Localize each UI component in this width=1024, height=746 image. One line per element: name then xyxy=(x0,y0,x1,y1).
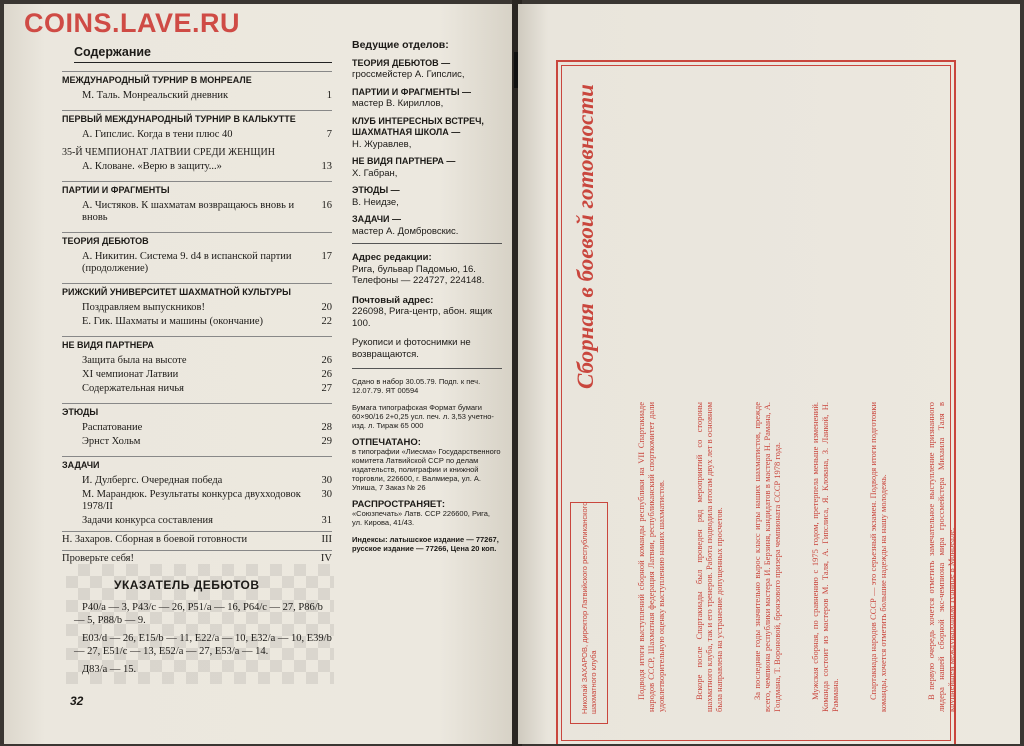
toc-entry xyxy=(62,550,332,565)
toc-entry xyxy=(62,383,332,395)
editorial-address xyxy=(352,252,502,287)
toc-section-heading: 35-Й ЧЕМПИОНАТ ЛАТВИИ СРЕДИ ЖЕНЩИН xyxy=(62,147,275,158)
toc-sections xyxy=(62,71,332,565)
printed-at xyxy=(352,438,502,492)
toc-entry-page: 22 xyxy=(321,316,332,327)
opening-index-title: УКАЗАТЕЛЬ ДЕБЮТОВ xyxy=(114,578,260,592)
watermark-logo: COINS.LAVE.RU xyxy=(24,8,241,38)
toc-entry-title: А. Никитин. Система 9. d4 в испанской партии (продолжение) xyxy=(82,251,292,274)
staff-department: ТЕОРИЯ ДЕБЮТОВ — xyxy=(352,57,451,68)
toc-section-heading: ТЕОРИЯ ДЕБЮТОВ xyxy=(62,232,332,249)
toc-entry-page: 20 xyxy=(321,302,332,313)
distributor xyxy=(352,500,502,527)
paper-info: Бумага типографская Формат бумаги 60×90/16 2+0,25 усл. печ. л. 3,53 учетно-изд. л. Тираж 65 000 xyxy=(352,403,494,430)
toc-entry xyxy=(62,531,332,546)
toc-entry-title: Поздравляем выпускников! xyxy=(82,302,206,313)
printed-text: в типографии «Лиесма» Государственного комитета Латвийской ССР по делам издательств, полиграфии и книжной торговли, 226600, г. Валмиера, ул. А. Упиша, 7 Заказ № 26 xyxy=(352,447,501,492)
staff-department: НЕ ВИДЯ ПАРТНЕРА — xyxy=(352,156,456,166)
staff-person: мастер А. Домбровскис. xyxy=(352,225,459,237)
toc-entry-page: 26 xyxy=(321,355,332,366)
toc-entry-page: 30 xyxy=(321,489,332,500)
toc-entry xyxy=(62,422,332,434)
toc-section-heading: НЕ ВИДЯ ПАРТНЕРА xyxy=(62,336,332,353)
toc-entry-page: 31 xyxy=(321,515,332,526)
toc-entry-title: XI чемпионат Латвии xyxy=(82,369,179,380)
toc-entry xyxy=(62,475,332,487)
imprint-column xyxy=(352,40,502,561)
staff-person: мастер В. Кириллов, xyxy=(352,98,444,109)
toc-section-heading: ЭТЮДЫ xyxy=(62,403,332,420)
toc-entry-title: М. Таль. Монреальский дневник xyxy=(82,90,229,101)
divider xyxy=(352,243,502,244)
article-title-box xyxy=(570,84,606,404)
toc-title: Содержание xyxy=(74,46,332,63)
toc-section-heading: ПЕРВЫЙ МЕЖДУНАРОДНЫЙ ТУРНИР В КАЛЬКУТТЕ xyxy=(62,110,332,127)
printed-label: ОТПЕЧАТАНО: xyxy=(352,437,421,448)
toc-entry xyxy=(62,436,332,448)
article-paragraph xyxy=(868,402,910,712)
staff-department: ПАРТИИ И ФРАГМЕНТЫ — xyxy=(352,86,472,97)
toc-entry-page: 30 xyxy=(321,475,332,486)
article-paragraph-text: За последние годы значительно вырос класс игры наших шахматистов, прежде всего, чемпиона республики мастера И. Берзиня, кандидатов в мастера Н. Рамана, А. Голдмана, Т. Вороновой, бронзового призера чемпионата СССР 1978 года. xyxy=(752,402,782,712)
postal-text: 226098, Рига-центр, абон. ящик 100. xyxy=(352,306,493,329)
address-text: Рига, бульвар Падомью, 16. Телефоны — 224727, 224148. xyxy=(352,263,485,286)
toc-entry-page: 13 xyxy=(321,161,332,172)
staff-entry xyxy=(352,87,502,110)
address-label: Адрес редакции: xyxy=(352,252,432,263)
article-paragraph xyxy=(752,402,794,712)
article-paragraph xyxy=(636,402,678,712)
staff-person: Х. Габран, xyxy=(352,167,398,179)
article-paragraph-text: Вскоре после Спартакиады был проведен ряд мероприятий со стороны шахматного клуба, так и его тренеров. Работа подводила итогам двух лет в основном была направлена на устранение допущенных просчетов. xyxy=(694,402,724,712)
staff-entry xyxy=(352,116,502,151)
toc-entry xyxy=(62,129,332,141)
postal-address xyxy=(352,295,502,330)
toc-entry-title: И. Дулбергс. Очередная победа xyxy=(82,475,223,486)
toc-entry-page: 29 xyxy=(321,436,332,447)
staff-list xyxy=(352,58,502,238)
toc-entry-page: 27 xyxy=(321,383,332,394)
print-dates: Сдано в набор 30.05.79. Подп. к печ. 12.07.79. ЯТ 00594 xyxy=(352,377,481,395)
toc-entry-page: IV xyxy=(320,553,332,564)
table-of-contents xyxy=(62,46,332,565)
article-paragraph-text: Подводя итоги выступлений сборной команды республики на VII Спартакиаде народов СССР, Шахматная федерация Латвии, республиканский спорткомитет дали удовлетворительную оценку выступлению наших шахматистов. xyxy=(636,402,666,712)
staff-department: ЭТЮДЫ — xyxy=(352,185,400,195)
toc-entry-title: М. Марандюк. Результаты конкурса двухходовок 1978/II xyxy=(82,489,301,512)
toc-entry-page: 7 xyxy=(326,129,332,140)
page-number: 32 xyxy=(70,694,84,708)
staff-entry xyxy=(352,185,502,208)
author-byline: Николай ЗАХАРОВ, директор Латвийского республиканского шахматного клуба xyxy=(580,501,598,714)
toc-entry-title: А. Гипслис. Когда в тени плюс 40 xyxy=(82,129,233,140)
toc-section-heading: РИЖСКИЙ УНИВЕРСИТЕТ ШАХМАТНОЙ КУЛЬТУРЫ xyxy=(62,283,332,300)
toc-entry-title: Е. Гик. Шахматы и машины (окончание) xyxy=(82,316,264,327)
author-box xyxy=(570,502,608,724)
staff-heading: Ведущие отделов: xyxy=(352,39,449,51)
toc-entry-title: Защита была на высоте xyxy=(82,355,187,366)
toc-section-heading: МЕЖДУНАРОДНЫЙ ТУРНИР В МОНРЕАЛЕ xyxy=(62,71,332,88)
article-title: Сборная в боевой готовности xyxy=(573,84,598,389)
staff-person: гроссмейстер А. Гипслис, xyxy=(352,69,465,80)
toc-entry xyxy=(62,302,332,314)
distributor-text: «Союзпечать» Латв. ССР 226600, Рига, ул. Кирова, 41/43. xyxy=(352,509,490,527)
postal-label: Почтовый адрес: xyxy=(352,294,434,306)
staff-person: Н. Журавлев, xyxy=(352,138,412,150)
toc-entry-title: Проверьте себя! xyxy=(62,553,135,564)
toc-entry-page: 17 xyxy=(321,251,332,262)
toc-entry xyxy=(62,355,332,367)
opening-index-line: Д83/а — 15. xyxy=(82,663,137,675)
toc-entry xyxy=(62,90,332,102)
toc-entry-title: Эрнст Хольм xyxy=(82,436,141,447)
staff-entry xyxy=(352,156,502,179)
article-paragraph-text: Спартакиада народов СССР — это серьезный экзамен. Подводя итоги подготовки команды, хочется отметить большие надежды на нашу молодежь. xyxy=(868,402,888,712)
toc-entry-title: Н. Захаров. Сборная в боевой готовности xyxy=(62,534,248,545)
staff-department: ЗАДАЧИ — xyxy=(352,214,401,224)
opening-index xyxy=(74,579,332,680)
indexes-price: Индексы: латышское издание — 77267, русское издание — 77266, Цена 20 коп. xyxy=(352,535,499,553)
distributor-label: РАСПРОСТРАНЯЕТ: xyxy=(352,499,446,510)
toc-entry xyxy=(62,161,332,173)
staff-entry xyxy=(352,214,502,237)
toc-entry-page: III xyxy=(321,534,332,545)
staff-person: В. Неидзе, xyxy=(352,196,399,208)
toc-entry xyxy=(62,489,332,513)
opening-index-line: E03/d — 26, E15/b — 11, E22/а — 10, E32/а — 10, E39/b — 27, E51/с — 13, E52/а — 27, E53/а — 14. xyxy=(74,632,332,657)
manuscripts-note: Рукописи и фотоснимки не возвращаются. xyxy=(352,337,471,360)
divider xyxy=(352,368,502,369)
toc-entry-title: А. Чистяков. К шахматам возвращаюсь вновь и вновь xyxy=(82,200,295,223)
toc-entry-title: Задачи конкурса составления xyxy=(82,515,213,526)
article-paragraph xyxy=(926,402,968,712)
staff-department: КЛУБ ИНТЕРЕСНЫХ ВСТРЕЧ, ШАХМАТНАЯ ШКОЛА — xyxy=(352,115,484,137)
toc-entry xyxy=(62,316,332,328)
article-paragraph-text: Мужская сборная, по сравнению с 1975 годом, претерпела меньше изменений. Команда состоит из мастеров М. Таля, А. Гипслиса, Я. Клована, З. Ланкой, Н. Раммана. xyxy=(810,402,840,712)
staff-entry xyxy=(352,58,502,81)
toc-entry-title: Содержательная ничья xyxy=(82,383,184,394)
toc-entry-page: 1 xyxy=(326,90,332,101)
left-page xyxy=(4,4,516,744)
toc-entry xyxy=(62,200,332,224)
toc-entry-page: 16 xyxy=(321,200,332,211)
right-page xyxy=(518,4,1020,744)
toc-entry xyxy=(62,369,332,381)
toc-entry-page: 28 xyxy=(321,422,332,433)
toc-entry-title: Распатование xyxy=(82,422,143,433)
toc-entry-page: 26 xyxy=(321,369,332,380)
toc-entry xyxy=(62,515,332,527)
article-paragraph xyxy=(694,402,736,712)
toc-section-heading: ПАРТИИ И ФРАГМЕНТЫ xyxy=(62,181,332,198)
article-paragraph xyxy=(810,402,852,712)
opening-index-line: Р40/а — 3, Р43/с — 26, Р51/а — 16, Р64/с — 27, Р86/b — 5, Р88/b — 9. xyxy=(74,601,323,626)
article-paragraph-text: В первую очередь хочется отметить замечательное выступление признанного лидера нашей сборной экс-чемпиона мира гроссмейстера Михаила Таля в крупнейшем международном турнире в Монреале. xyxy=(926,402,956,712)
toc-entry xyxy=(62,251,332,275)
toc-entry-title: А. Кловане. «Верю в защиту...» xyxy=(82,161,222,172)
toc-section-heading: ЗАДАЧИ xyxy=(62,456,332,473)
